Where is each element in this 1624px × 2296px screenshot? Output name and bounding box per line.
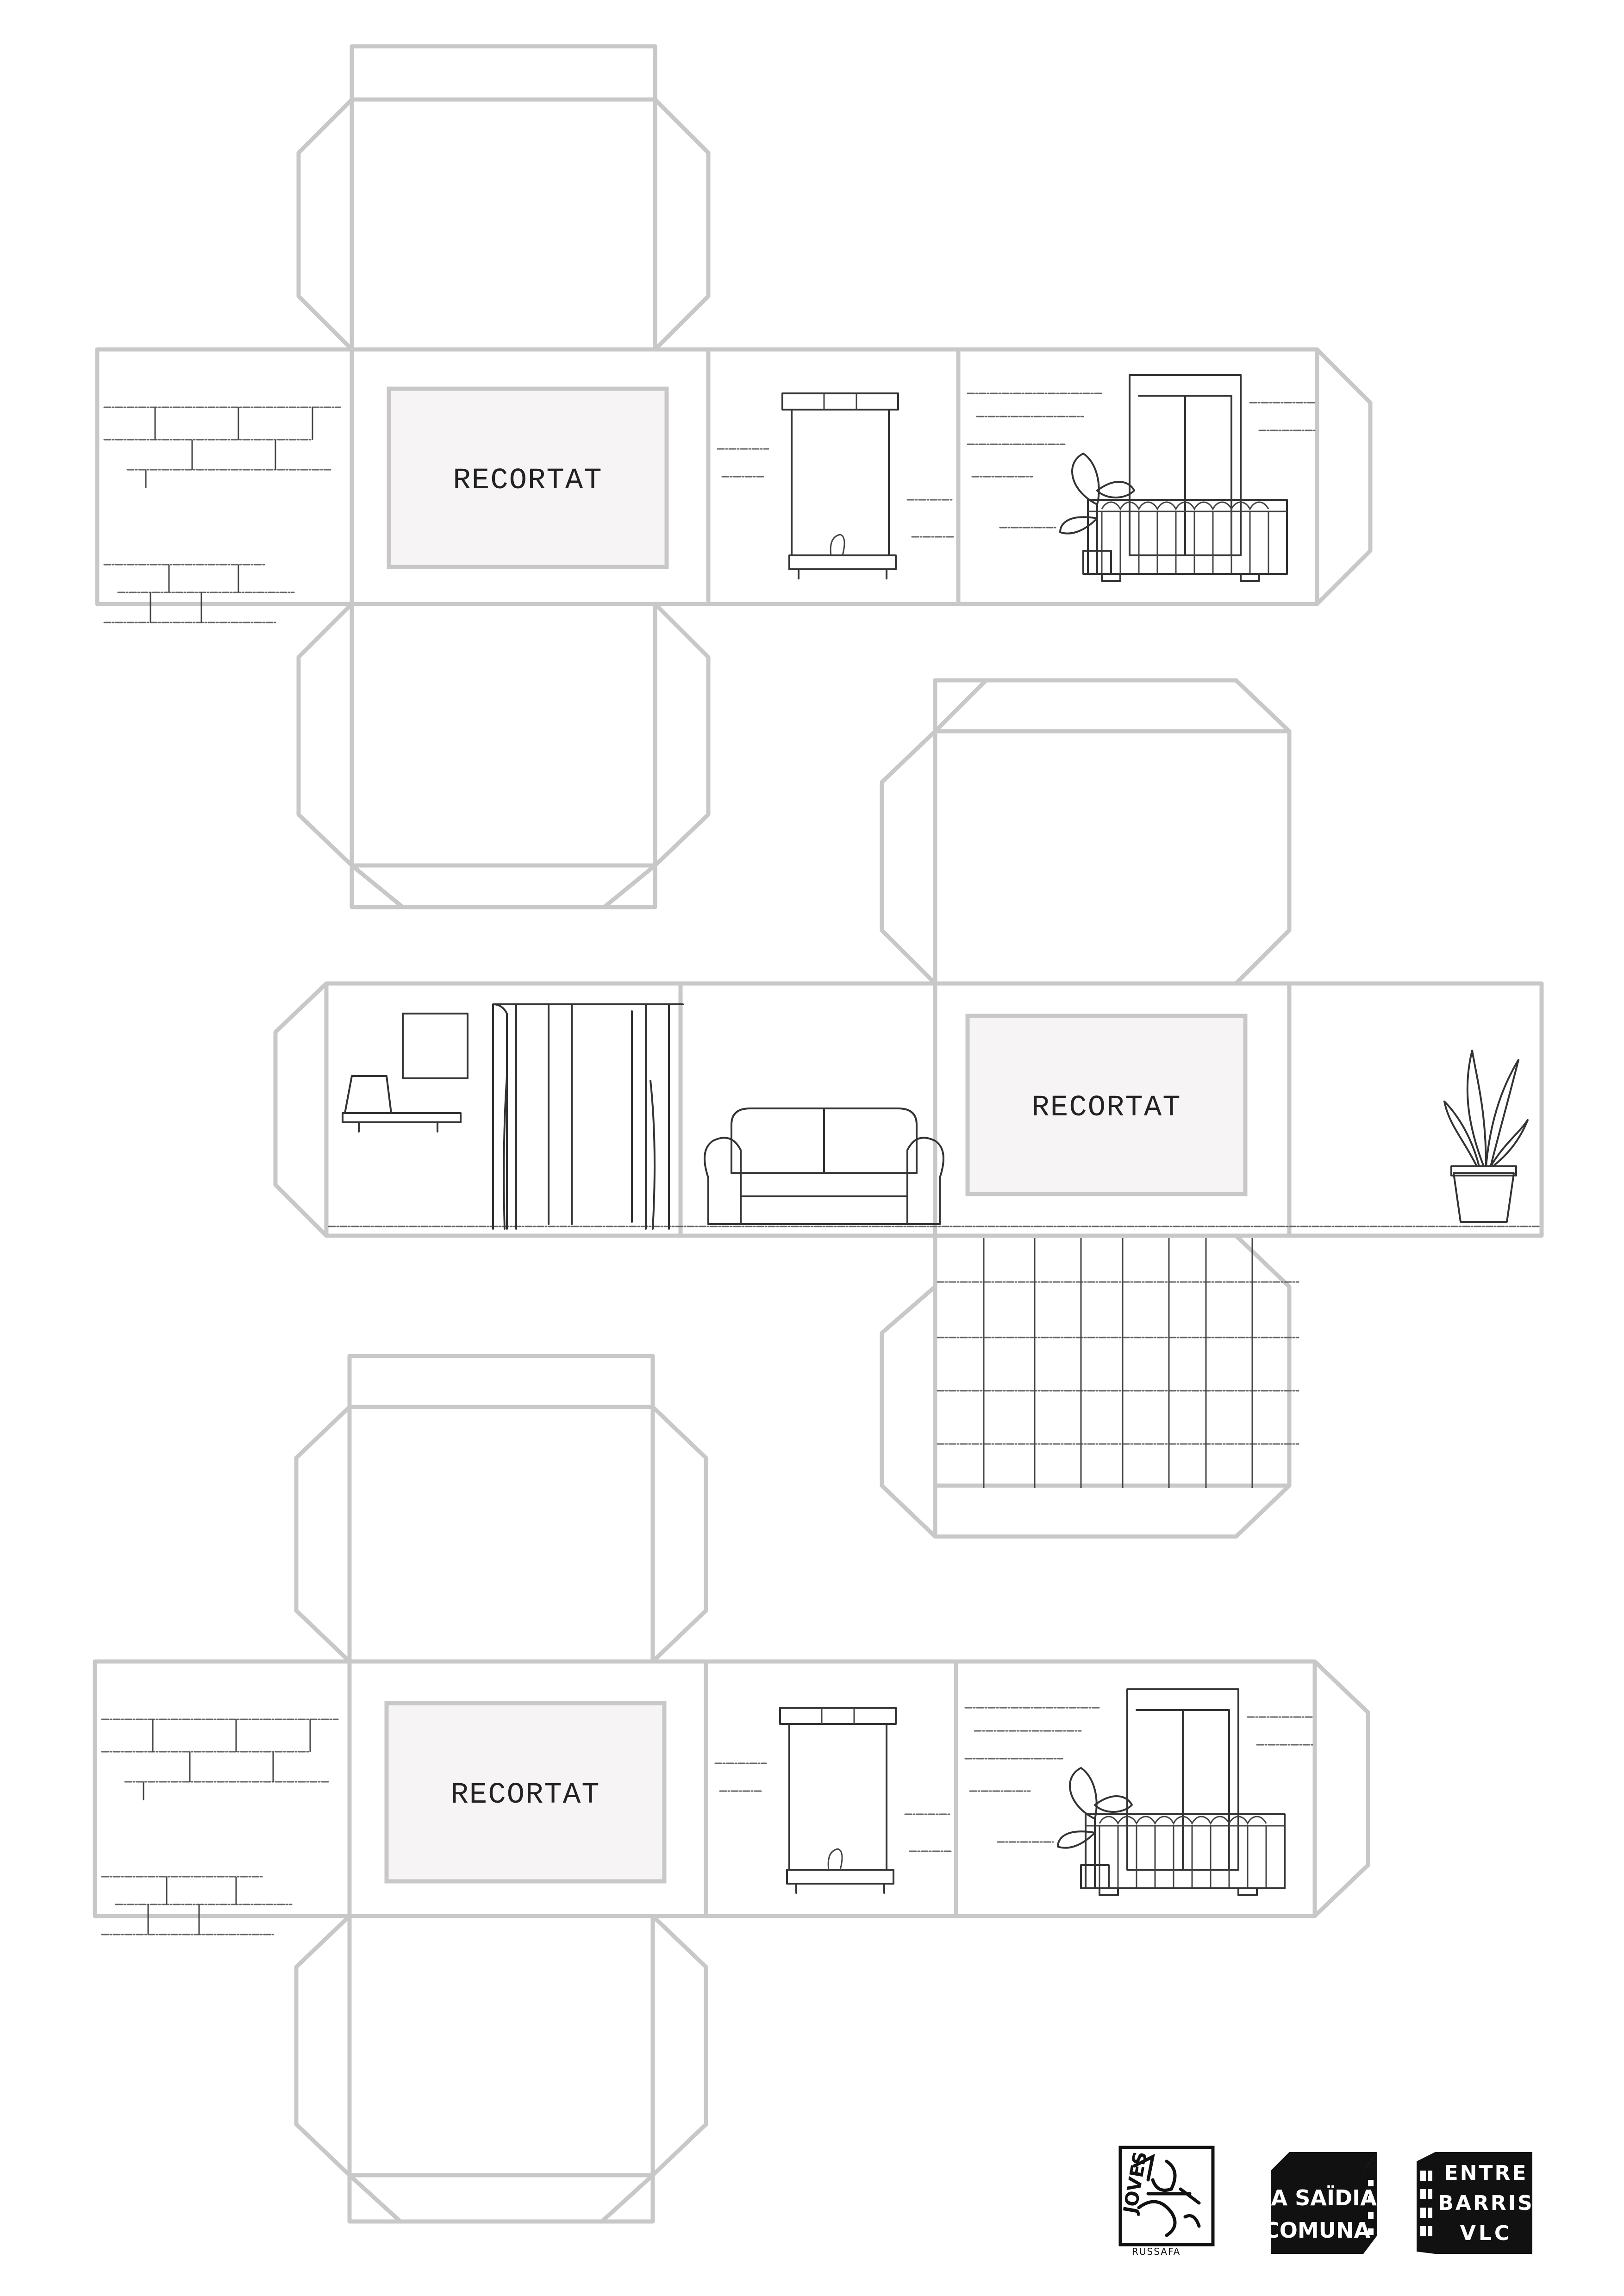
- la-saidia-logo-line2: COMUNA: [1263, 2218, 1371, 2243]
- la-saidia-comuna-logo: [1257, 2152, 1377, 2254]
- balcony-drawing-bottom: [965, 1689, 1312, 1895]
- top-cube-net: [97, 46, 1370, 907]
- sofa-drawing: [705, 1108, 943, 1224]
- balcony-drawing-top: [968, 375, 1315, 581]
- living-room-drawing: [343, 1004, 683, 1229]
- wardrobe-drawing-top: [718, 393, 954, 579]
- entre-barris-logo-line2: BARRIS: [1438, 2191, 1534, 2215]
- joves-russafa-logo-sub: RUSSAFA: [1132, 2246, 1181, 2257]
- la-saidia-logo-line1: LA SAÏDIA: [1257, 2185, 1377, 2210]
- joves-russafa-logo-name: JOVES: [1119, 2150, 1152, 2215]
- cut-label-bottom: RECORTAT: [450, 1779, 600, 1812]
- joves-russafa-logo: [1119, 2147, 1213, 2257]
- cut-label-top: RECORTAT: [453, 464, 603, 498]
- potted-plant-drawing: [1444, 1051, 1528, 1222]
- wardrobe-drawing-bottom: [715, 1708, 951, 1893]
- entre-barris-logo-line1: ENTRE: [1444, 2161, 1528, 2185]
- cut-label-middle: RECORTAT: [1031, 1091, 1181, 1125]
- entre-barris-logo-line3: VLC: [1460, 2221, 1512, 2245]
- entre-barris-vlc-logo: [1417, 2152, 1534, 2254]
